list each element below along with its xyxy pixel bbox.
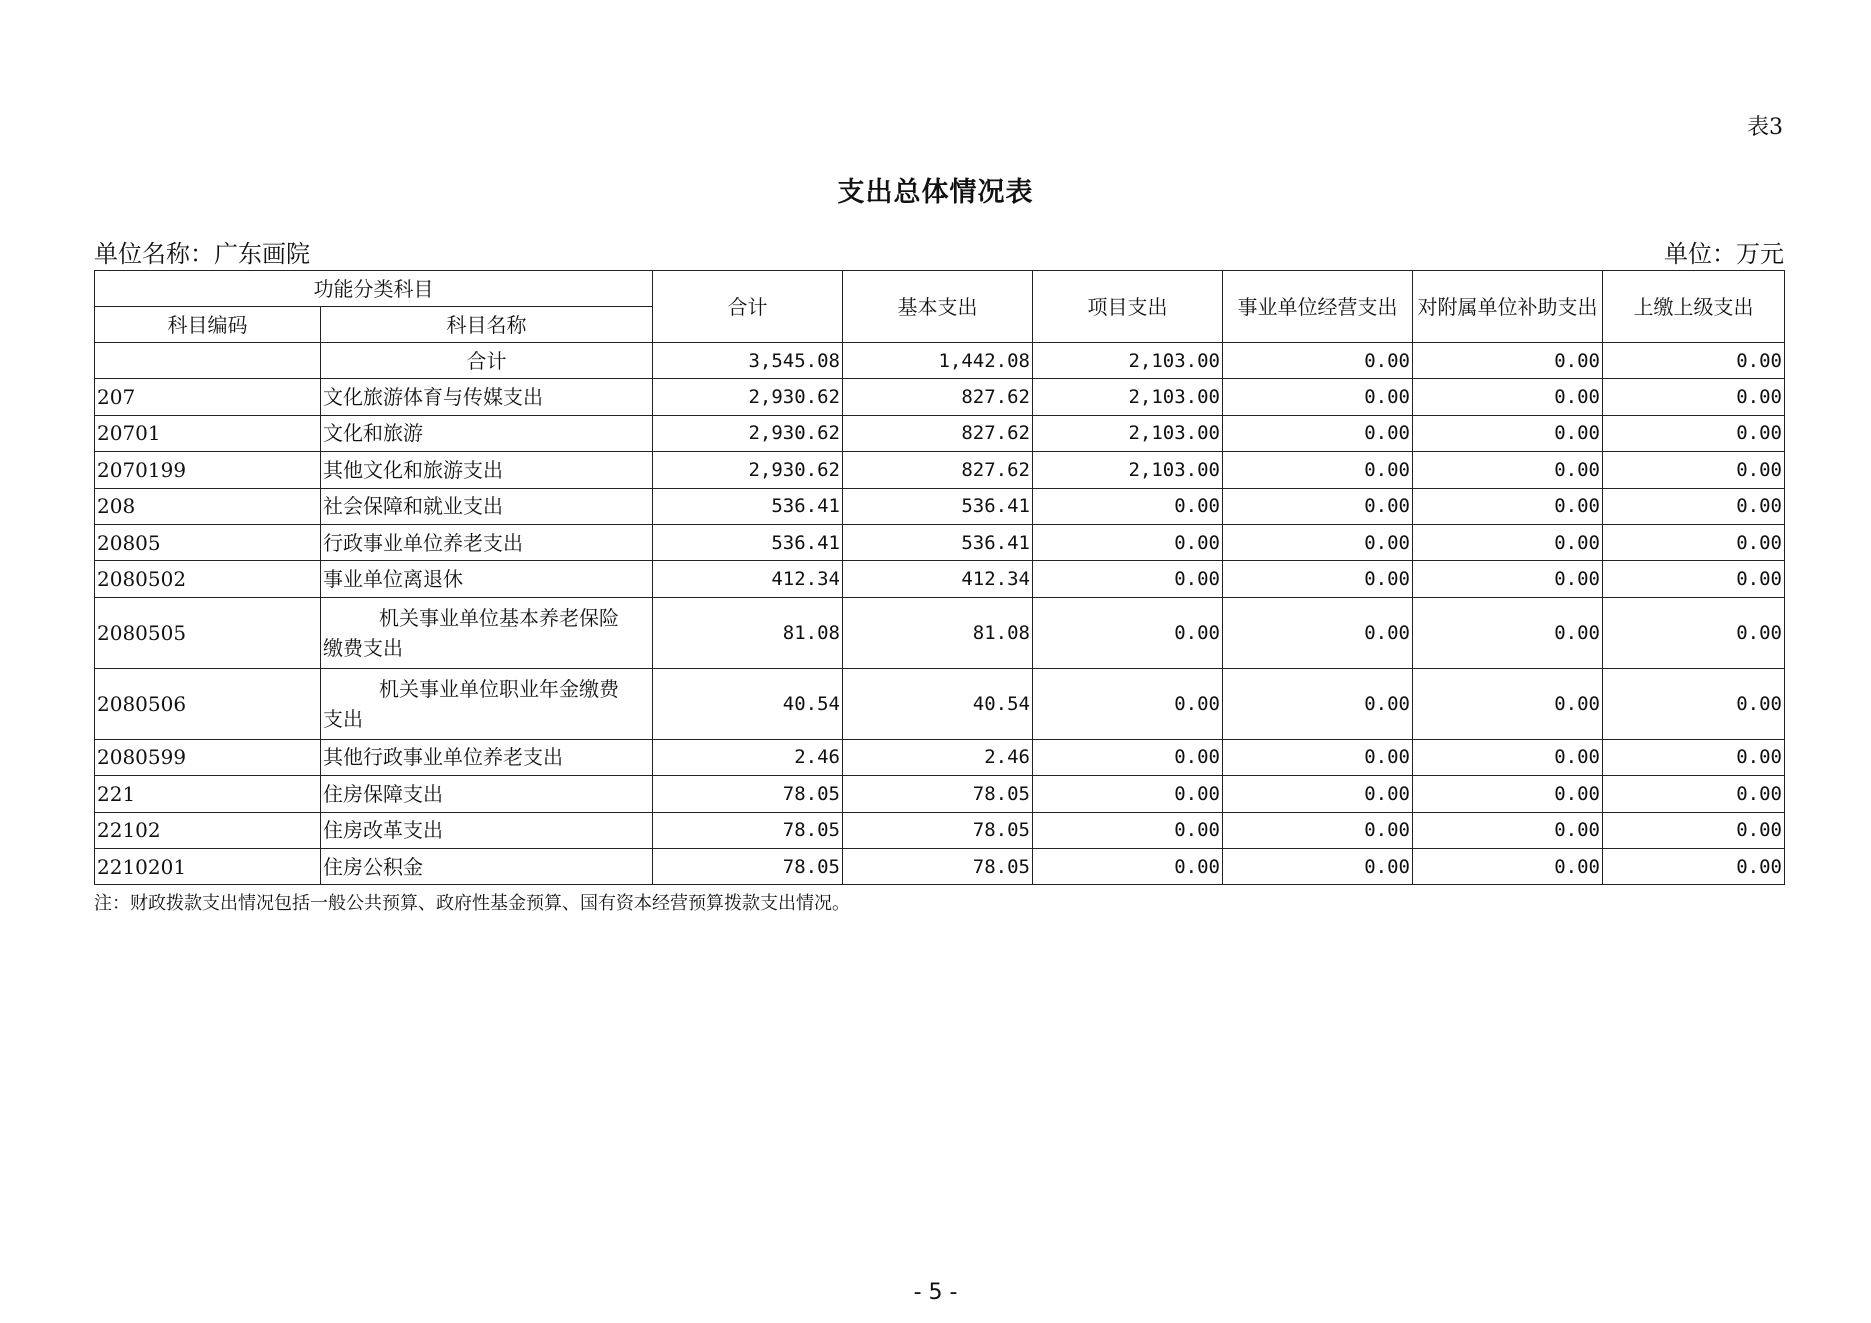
table-row	[95, 524, 1785, 560]
cell-total: 78.05	[653, 812, 843, 848]
unit-name-label: 单位名称：广东画院	[94, 240, 310, 268]
cell-upper: 0.00	[1603, 379, 1785, 415]
unit-label: 单位：万元	[1664, 240, 1784, 268]
cell-name-line2: 支出	[323, 706, 363, 731]
cell-subsidy: 0.00	[1413, 379, 1603, 415]
table-row	[95, 597, 1785, 668]
cell-operating: 0.00	[1223, 739, 1413, 775]
cell-total: 81.08	[653, 597, 843, 668]
cell-upper: 0.00	[1603, 343, 1785, 379]
cell-operating: 0.00	[1223, 379, 1413, 415]
cell-subsidy: 0.00	[1413, 668, 1603, 739]
cell-total: 2.46	[653, 739, 843, 775]
cell-basic: 2.46	[843, 739, 1033, 775]
cell-name: 住房公积金	[321, 848, 653, 884]
cell-name: 社会保障和就业支出	[321, 488, 653, 524]
cell-code: 22102	[95, 812, 321, 848]
header-operating: 事业单位经营支出	[1223, 271, 1413, 343]
cell-total: 40.54	[653, 668, 843, 739]
cell-name: 合计	[321, 343, 653, 379]
header-subsidy: 对附属单位补助支出	[1413, 271, 1603, 343]
cell-total: 412.34	[653, 561, 843, 597]
cell-upper: 0.00	[1603, 488, 1785, 524]
table-row	[95, 776, 1785, 812]
header-code: 科目编码	[95, 307, 321, 343]
header-function-group: 功能分类科目	[95, 271, 653, 307]
cell-project: 0.00	[1033, 597, 1223, 668]
cell-code	[95, 343, 321, 379]
cell-code: 208	[95, 488, 321, 524]
cell-basic: 40.54	[843, 668, 1033, 739]
cell-total: 536.41	[653, 488, 843, 524]
cell-code: 207	[95, 379, 321, 415]
cell-upper: 0.00	[1603, 415, 1785, 451]
cell-basic: 827.62	[843, 452, 1033, 488]
cell-code: 20701	[95, 415, 321, 451]
document-title: 支出总体情况表	[837, 177, 1034, 208]
cell-operating: 0.00	[1223, 848, 1413, 884]
cell-name: 住房改革支出	[321, 812, 653, 848]
cell-project: 0.00	[1033, 812, 1223, 848]
table-row	[95, 668, 1785, 739]
table-row	[95, 452, 1785, 488]
cell-operating: 0.00	[1223, 812, 1413, 848]
cell-basic: 78.05	[843, 812, 1033, 848]
meta-row	[94, 234, 1784, 269]
cell-code: 2080502	[95, 561, 321, 597]
cell-name: 行政事业单位养老支出	[321, 524, 653, 560]
cell-basic: 1,442.08	[843, 343, 1033, 379]
cell-upper: 0.00	[1603, 561, 1785, 597]
cell-operating: 0.00	[1223, 776, 1413, 812]
cell-subsidy: 0.00	[1413, 452, 1603, 488]
cell-subsidy: 0.00	[1413, 343, 1603, 379]
cell-subsidy: 0.00	[1413, 524, 1603, 560]
cell-operating: 0.00	[1223, 561, 1413, 597]
cell-basic: 536.41	[843, 488, 1033, 524]
cell-project: 0.00	[1033, 488, 1223, 524]
cell-code: 221	[95, 776, 321, 812]
table-header	[95, 271, 1785, 343]
cell-project: 0.00	[1033, 776, 1223, 812]
cell-project: 2,103.00	[1033, 343, 1223, 379]
footnote: 注：财政拨款支出情况包括一般公共预算、政府性基金预算、国有资本经营预算拨款支出情况。	[94, 893, 850, 914]
cell-operating: 0.00	[1223, 524, 1413, 560]
cell-operating: 0.00	[1223, 668, 1413, 739]
table-row	[95, 561, 1785, 597]
cell-project: 0.00	[1033, 524, 1223, 560]
cell-code: 2070199	[95, 452, 321, 488]
cell-subsidy: 0.00	[1413, 561, 1603, 597]
cell-basic: 412.34	[843, 561, 1033, 597]
cell-subsidy: 0.00	[1413, 488, 1603, 524]
cell-code: 2080599	[95, 739, 321, 775]
table-row	[95, 415, 1785, 451]
cell-upper: 0.00	[1603, 848, 1785, 884]
cell-basic: 78.05	[843, 848, 1033, 884]
cell-upper: 0.00	[1603, 776, 1785, 812]
cell-project: 2,103.00	[1033, 452, 1223, 488]
cell-name: 其他行政事业单位养老支出	[321, 739, 653, 775]
cell-name: 其他文化和旅游支出	[321, 452, 653, 488]
cell-total: 3,545.08	[653, 343, 843, 379]
cell-code: 2210201	[95, 848, 321, 884]
cell-name	[321, 597, 653, 668]
header-name: 科目名称	[321, 307, 653, 343]
header-total: 合计	[653, 271, 843, 343]
cell-operating: 0.00	[1223, 597, 1413, 668]
cell-basic: 78.05	[843, 776, 1033, 812]
cell-upper: 0.00	[1603, 668, 1785, 739]
cell-basic: 827.62	[843, 379, 1033, 415]
cell-total: 2,930.62	[653, 452, 843, 488]
cell-basic: 827.62	[843, 415, 1033, 451]
cell-basic: 536.41	[843, 524, 1033, 560]
cell-project: 0.00	[1033, 739, 1223, 775]
cell-upper: 0.00	[1603, 812, 1785, 848]
table-row	[95, 812, 1785, 848]
cell-operating: 0.00	[1223, 452, 1413, 488]
page-number: - 5 -	[913, 1280, 958, 1305]
cell-name: 文化和旅游	[321, 415, 653, 451]
cell-subsidy: 0.00	[1413, 415, 1603, 451]
table-number: 表3	[1747, 115, 1783, 140]
header-project: 项目支出	[1033, 271, 1223, 343]
header-upper: 上缴上级支出	[1603, 271, 1785, 343]
table-row	[95, 343, 1785, 379]
cell-project: 0.00	[1033, 561, 1223, 597]
cell-operating: 0.00	[1223, 488, 1413, 524]
cell-total: 2,930.62	[653, 415, 843, 451]
cell-basic: 81.08	[843, 597, 1033, 668]
cell-subsidy: 0.00	[1413, 776, 1603, 812]
cell-name	[321, 668, 653, 739]
cell-total: 536.41	[653, 524, 843, 560]
cell-operating: 0.00	[1223, 415, 1413, 451]
table-row	[95, 739, 1785, 775]
cell-code: 2080506	[95, 668, 321, 739]
cell-code: 20805	[95, 524, 321, 560]
cell-subsidy: 0.00	[1413, 848, 1603, 884]
cell-project: 2,103.00	[1033, 415, 1223, 451]
cell-name: 住房保障支出	[321, 776, 653, 812]
expenditure-table	[94, 270, 1785, 885]
cell-project: 0.00	[1033, 668, 1223, 739]
table-row	[95, 848, 1785, 884]
cell-upper: 0.00	[1603, 597, 1785, 668]
cell-subsidy: 0.00	[1413, 812, 1603, 848]
cell-upper: 0.00	[1603, 452, 1785, 488]
cell-upper: 0.00	[1603, 739, 1785, 775]
cell-name-line1: 机关事业单位职业年金缴费	[379, 676, 619, 701]
cell-subsidy: 0.00	[1413, 739, 1603, 775]
cell-total: 78.05	[653, 848, 843, 884]
cell-code: 2080505	[95, 597, 321, 668]
cell-total: 78.05	[653, 776, 843, 812]
cell-name: 文化旅游体育与传媒支出	[321, 379, 653, 415]
cell-project: 2,103.00	[1033, 379, 1223, 415]
cell-name-line1: 机关事业单位基本养老保险	[379, 605, 619, 630]
cell-project: 0.00	[1033, 848, 1223, 884]
table-body	[95, 343, 1785, 885]
header-basic: 基本支出	[843, 271, 1033, 343]
cell-subsidy: 0.00	[1413, 597, 1603, 668]
cell-total: 2,930.62	[653, 379, 843, 415]
cell-name: 事业单位离退休	[321, 561, 653, 597]
cell-upper: 0.00	[1603, 524, 1785, 560]
table-row	[95, 379, 1785, 415]
table-row	[95, 488, 1785, 524]
cell-name-line2: 缴费支出	[323, 635, 403, 660]
cell-operating: 0.00	[1223, 343, 1413, 379]
